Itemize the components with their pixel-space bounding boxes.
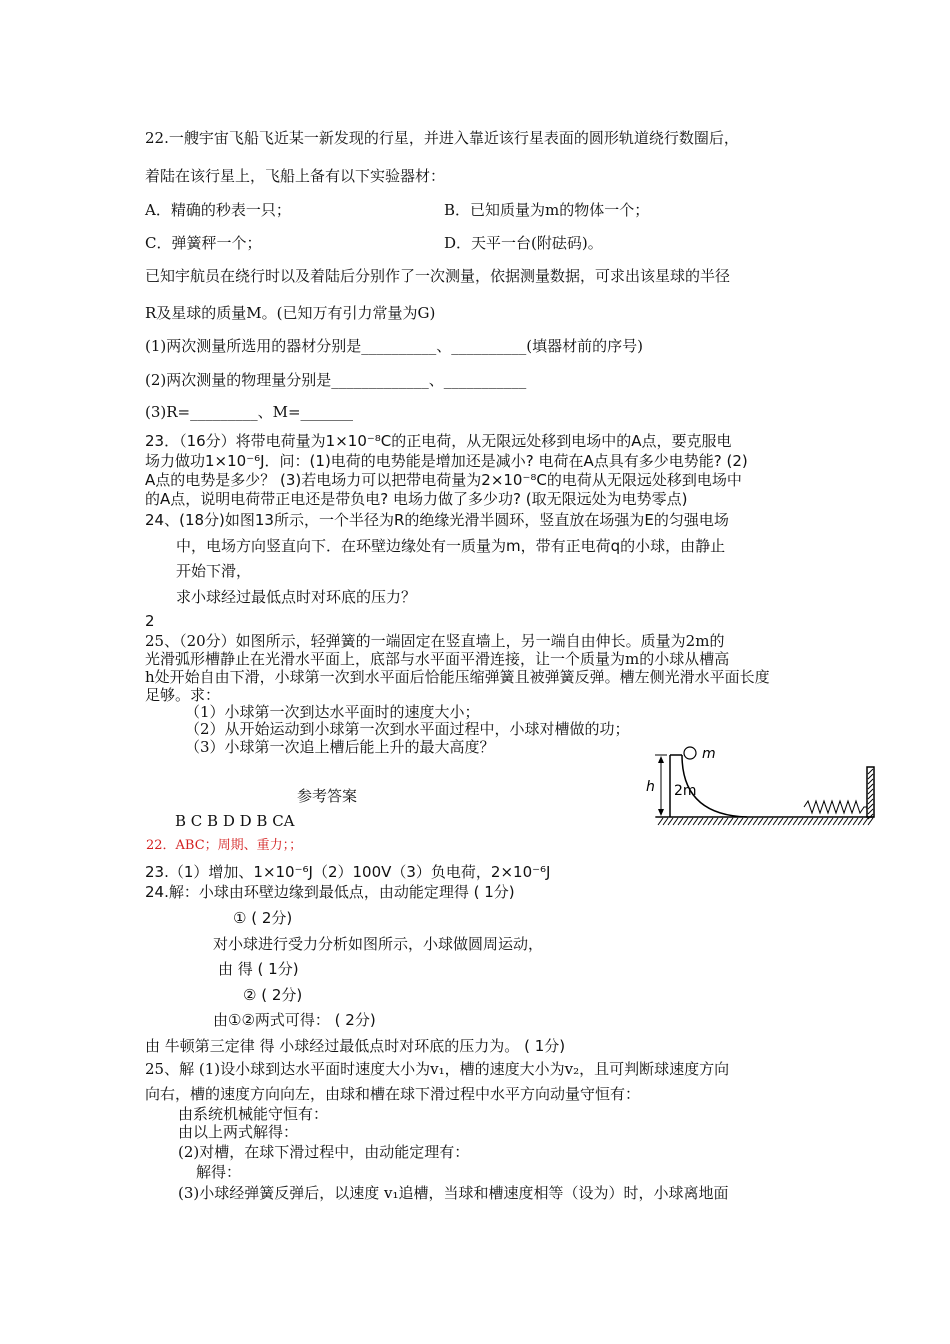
q25-line2: 光滑弧形槽静止在光滑水平面上，底部与水平面平滑连接，让一个质量为m的小球从槽高 [145,650,730,668]
q25-line1: 25、（20分）如图所示，轻弹簧的一端固定在竖直墙上，另一端自由伸长。质量为2m的 [145,632,725,650]
ground-hatch-mark [813,818,818,825]
answer-25-line6: 解得： [196,1163,242,1181]
q25-sub1: （1）小球第一次到达水平面时的速度大小； [185,703,480,721]
answer-24-line2: ① ( 2分) [233,909,293,927]
wall-hatch-mark [868,789,873,794]
ground-hatch-mark [848,818,853,825]
h-arrow-down [658,809,664,816]
spring [804,801,867,813]
answer-24-line4: 由 得 ( 1分) [218,960,299,978]
wall-hatch-mark [868,809,873,814]
ground-hatch-mark [868,818,873,825]
ground-hatch-mark [858,818,863,825]
ground-hatch-mark [853,818,858,825]
q25-sub3: （3）小球第一次追上槽后能上升的最大高度？ [185,738,495,756]
ground-hatch-mark [798,818,803,825]
ground-hatch-mark [683,818,688,825]
ground-hatch-mark [788,818,793,825]
answer-22: 22．ABC；周期、重力；； [146,838,303,853]
ground-hatch-mark [703,818,708,825]
label-h: h [646,779,655,795]
ground-hatch-mark [828,818,833,825]
answer-23: 23.（1）增加、1×10⁻⁶J（2）100V（3）负电荷，2×10⁻⁶J [145,863,551,881]
ground-hatch-mark [753,818,758,825]
label-2m: 2m [674,783,697,799]
answers-heading: 参考答案 [297,787,358,805]
ground-hatch-mark [688,818,693,825]
q22-option-a: A．精确的秒表一只； [145,201,291,219]
ground-hatch-mark [843,818,848,825]
q22-line1: 22.一艘宇宙飞船飞近某一新发现的行星，并进入靠近该行星表面的圆形轨道绕行数圈后， [145,129,739,147]
ground-hatch-mark [733,818,738,825]
ground-hatch-mark [718,818,723,825]
answer-25-line5: (2)对槽，在球下滑过程中，由动能定理有： [178,1143,470,1161]
answer-25-line2: 向右，槽的速度方向向左，由球和槽在球下滑过程中水平方向动量守恒有： [145,1085,641,1103]
wall-hatch-mark [868,794,873,799]
ground-hatch-mark [783,818,788,825]
ground-hatch-mark [663,818,668,825]
wall-hatch-mark [868,779,873,784]
ground-hatch-mark [773,818,778,825]
q23-line3: A点的电势是多少？ (3)若电场力可以把带电荷量为2×10⁻⁸C的电荷从无限远处移到电场中 [145,471,742,489]
slot-spring-figure [646,745,877,830]
ground-hatch-mark [803,818,808,825]
ground-hatch-mark [838,818,843,825]
ground-hatch-mark [793,818,798,825]
q22-line3: 已知宇航员在绕行时以及着陆后分别作了一次测量，依据测量数据，可求出该星球的半径 [145,267,731,285]
ground-hatch-mark [708,818,713,825]
answer-25-line1: 25、解 (1)设小球到达水平面时速度大小为v₁，槽的速度大小为v₂，且可判断球速度方向 [145,1060,730,1078]
ball [684,747,696,759]
q25-line4: 足够。求： [145,686,221,704]
ground-hatch-mark [743,818,748,825]
ground-hatch [658,818,873,825]
q24-line1: 24、(18分)如图13所示，一个半径为R的绝缘光滑半圆环，竖直放在场强为E的匀强电场 [145,511,729,529]
q22-sub1: (1)两次测量所选用的器材分别是__________、__________(填器材前的序号) [145,337,643,355]
answer-24-line6: 由①②两式可得： ( 2分) [213,1011,376,1029]
ground-hatch-mark [768,818,773,825]
q24-line4: 求小球经过最低点时对环底的压力？ [176,588,417,606]
ground-hatch-mark [808,818,813,825]
ground-hatch-mark [823,818,828,825]
ground-hatch-mark [673,818,678,825]
ground-hatch-mark [863,818,868,825]
ground-hatch-mark [698,818,703,825]
ground-hatch-mark [658,818,663,825]
q23-line4: 的A点，说明电荷带正电还是带负电? 电场力做了多少功? (取无限远处为电势零点) [145,490,688,508]
ground-hatch-mark [748,818,753,825]
q22-sub3: (3)R=_________、M=_______ [145,403,354,421]
ground-hatch-mark [668,818,673,825]
ground-hatch-mark [723,818,728,825]
ground-hatch-mark [818,818,823,825]
ground-hatch-mark [758,818,763,825]
q24-line3: 开始下滑， [176,562,252,580]
ground-hatch-mark [763,818,768,825]
wall-hatch-mark [868,804,873,809]
q22-sub2: (2)两次测量的物理量分别是_____________、___________ [145,371,527,389]
wall-hatch-mark [868,774,873,779]
answer-25-line7: (3)小球经弹簧反弹后，以速度 v₁追槽，当球和槽速度相等（设为）时，小球离地面 [178,1184,729,1202]
ground-hatch-mark [713,818,718,825]
q23-line2: 场力做功1×10⁻⁶J．问：(1)电荷的电势能是增加还是减小? 电荷在A点具有多少电势能? (2) [145,452,748,470]
answer-24-line5: ② ( 2分) [243,986,303,1004]
q22-option-b: B．已知质量为m的物体一个； [444,201,650,219]
q22-option-c: C．弹簧秤一个； [145,234,262,252]
h-arrow-up [658,756,664,763]
wall-hatch [868,769,873,819]
q23-line1: 23．（16分）将带电荷量为1×10⁻⁸C的正电荷，从无限远处移到电场中的A点，要克服电 [145,432,732,450]
answer-24-line3: 对小球进行受力分析如图所示，小球做圆周运动， [213,935,544,953]
q25-sub2: （2）从开始运动到小球第一次到水平面过程中，小球对槽做的功； [185,720,630,738]
label-m: m [702,746,716,762]
ground-hatch-mark [833,818,838,825]
answer-25-line3: 由系统机械能守恒有： [178,1105,329,1123]
ground-hatch-mark [728,818,733,825]
q25-line3: h处开始自由下滑，小球第一次到水平面后恰能压缩弹簧且被弹簧反弹。槽左侧光滑水平面长度 [145,668,770,686]
answers-choices: B C B D D B CA [175,812,295,830]
ground-hatch-mark [678,818,683,825]
answer-24-line7: 由 牛顿第三定律 得 小球经过最低点时对环底的压力为。 ( 1分) [145,1037,566,1055]
wall-hatch-mark [868,799,873,804]
ground-hatch-mark [693,818,698,825]
q24-stray-number: 2 [145,612,155,630]
ground-hatch-mark [778,818,783,825]
wall-hatch-mark [868,769,873,774]
q22-option-d: D．天平一台(附砝码)。 [444,234,603,252]
ground-hatch-mark [738,818,743,825]
q24-line2: 中，电场方向竖直向下．在环壁边缘处有一质量为m，带有正电荷q的小球，由静止 [176,537,726,555]
q22-line4: R及星球的质量M。(已知万有引力常量为G) [145,304,436,322]
wall-hatch-mark [868,784,873,789]
q22-line2: 着陆在该行星上，飞船上备有以下实验器材： [145,167,446,185]
answer-24-line1: 24.解：小球由环壁边缘到最低点，由动能定理得 ( 1分) [145,883,515,901]
answer-25-line4: 由以上两式解得： [178,1123,299,1141]
